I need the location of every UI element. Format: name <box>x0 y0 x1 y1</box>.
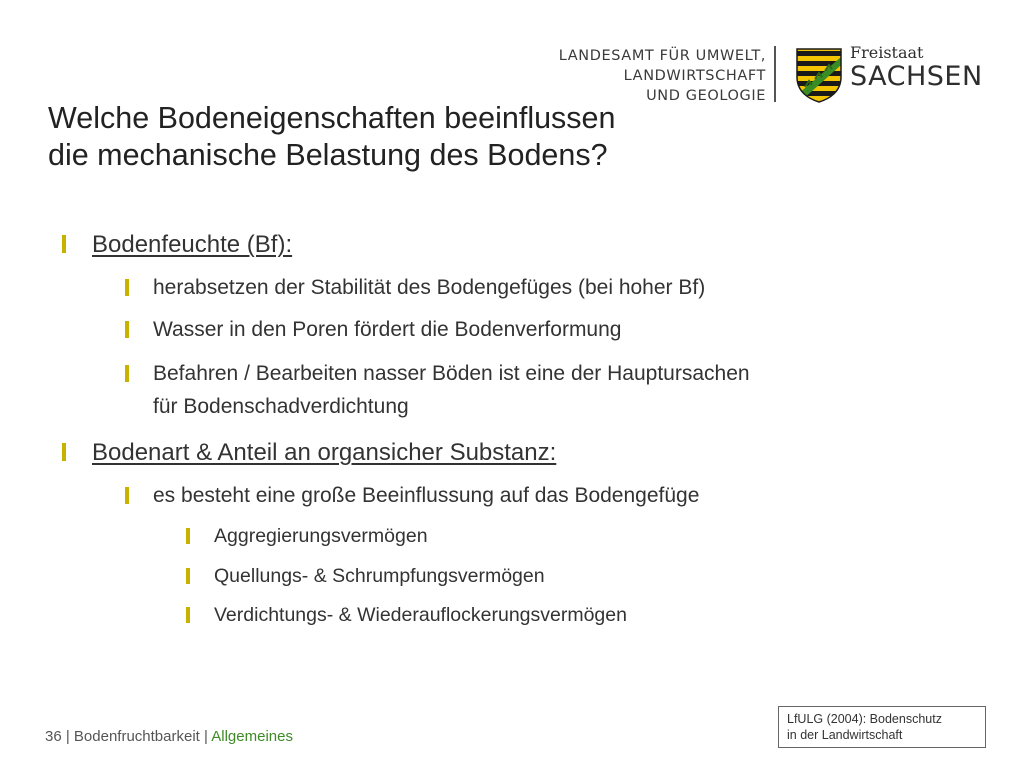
bullet-level1-text: Bodenart & Anteil an organsicher Substanz: <box>92 439 557 466</box>
bullet-level1-text: Bodenfeuchte (Bf): <box>92 231 293 258</box>
bullet-level3: Verdichtungs- & Wiederauflockerungsvermögen <box>214 604 627 626</box>
source-line-1: LfULG (2004): Bodenschutz <box>787 712 942 726</box>
agency-name-line-1: LANDESAMT FÜR UMWELT, <box>558 48 766 64</box>
source-line-2: in der Landwirtschaft <box>787 728 903 742</box>
bullet-level3: Quellungs- & Schrumpfungsvermögen <box>214 565 545 587</box>
bullet-level3: Aggregierungsvermögen <box>214 525 428 547</box>
footer-separator: | <box>61 728 74 745</box>
bullet-level1 <box>92 231 292 259</box>
bullet-marker <box>62 235 66 253</box>
agency-name-line-3: UND GEOLOGIE <box>646 88 766 104</box>
agency-name <box>546 46 766 106</box>
slide-title <box>48 100 788 174</box>
bullet-level2: Wasser in den Poren fördert die Bodenverformung <box>153 318 622 341</box>
state-brand <box>850 44 983 92</box>
bullet-marker <box>125 487 129 504</box>
bullet-level2: es besteht eine große Beeinflussung auf das Bodengefüge <box>153 484 700 507</box>
bullet-level1 <box>92 439 556 467</box>
footer-section: Bodenfruchtbarkeit <box>73 728 200 745</box>
source-citation <box>778 706 986 748</box>
footer-topic: Allgemeines <box>211 728 293 745</box>
slide-title-line-1: Welche Bodeneigenschaften beeinflussen <box>48 101 616 135</box>
state-brand-big: SACHSEN <box>850 61 983 92</box>
state-brand-small: Freistaat <box>850 43 924 62</box>
footer-separator: | <box>199 728 212 745</box>
footer <box>45 728 293 745</box>
page-number: 36 <box>45 728 62 745</box>
bullet-marker <box>125 365 129 382</box>
bullet-marker <box>186 528 190 544</box>
bullet-marker <box>62 443 66 461</box>
bullet-level2: herabsetzen der Stabilität des Bodengefüges (bei hoher Bf) <box>153 276 706 299</box>
bullet-marker <box>125 279 129 296</box>
bullet-level2-continuation: für Bodenschadverdichtung <box>153 395 409 418</box>
bullet-marker <box>186 568 190 584</box>
header-divider <box>774 46 776 102</box>
bullet-level2: Befahren / Bearbeiten nasser Böden ist eine der Hauptursachen <box>153 362 750 385</box>
agency-name-line-2: LANDWIRTSCHAFT <box>623 68 766 84</box>
bullet-marker <box>125 321 129 338</box>
bullet-marker <box>186 607 190 623</box>
saxony-coat-of-arms-icon <box>795 47 843 103</box>
slide-title-line-2: die mechanische Belastung des Bodens? <box>48 138 608 172</box>
